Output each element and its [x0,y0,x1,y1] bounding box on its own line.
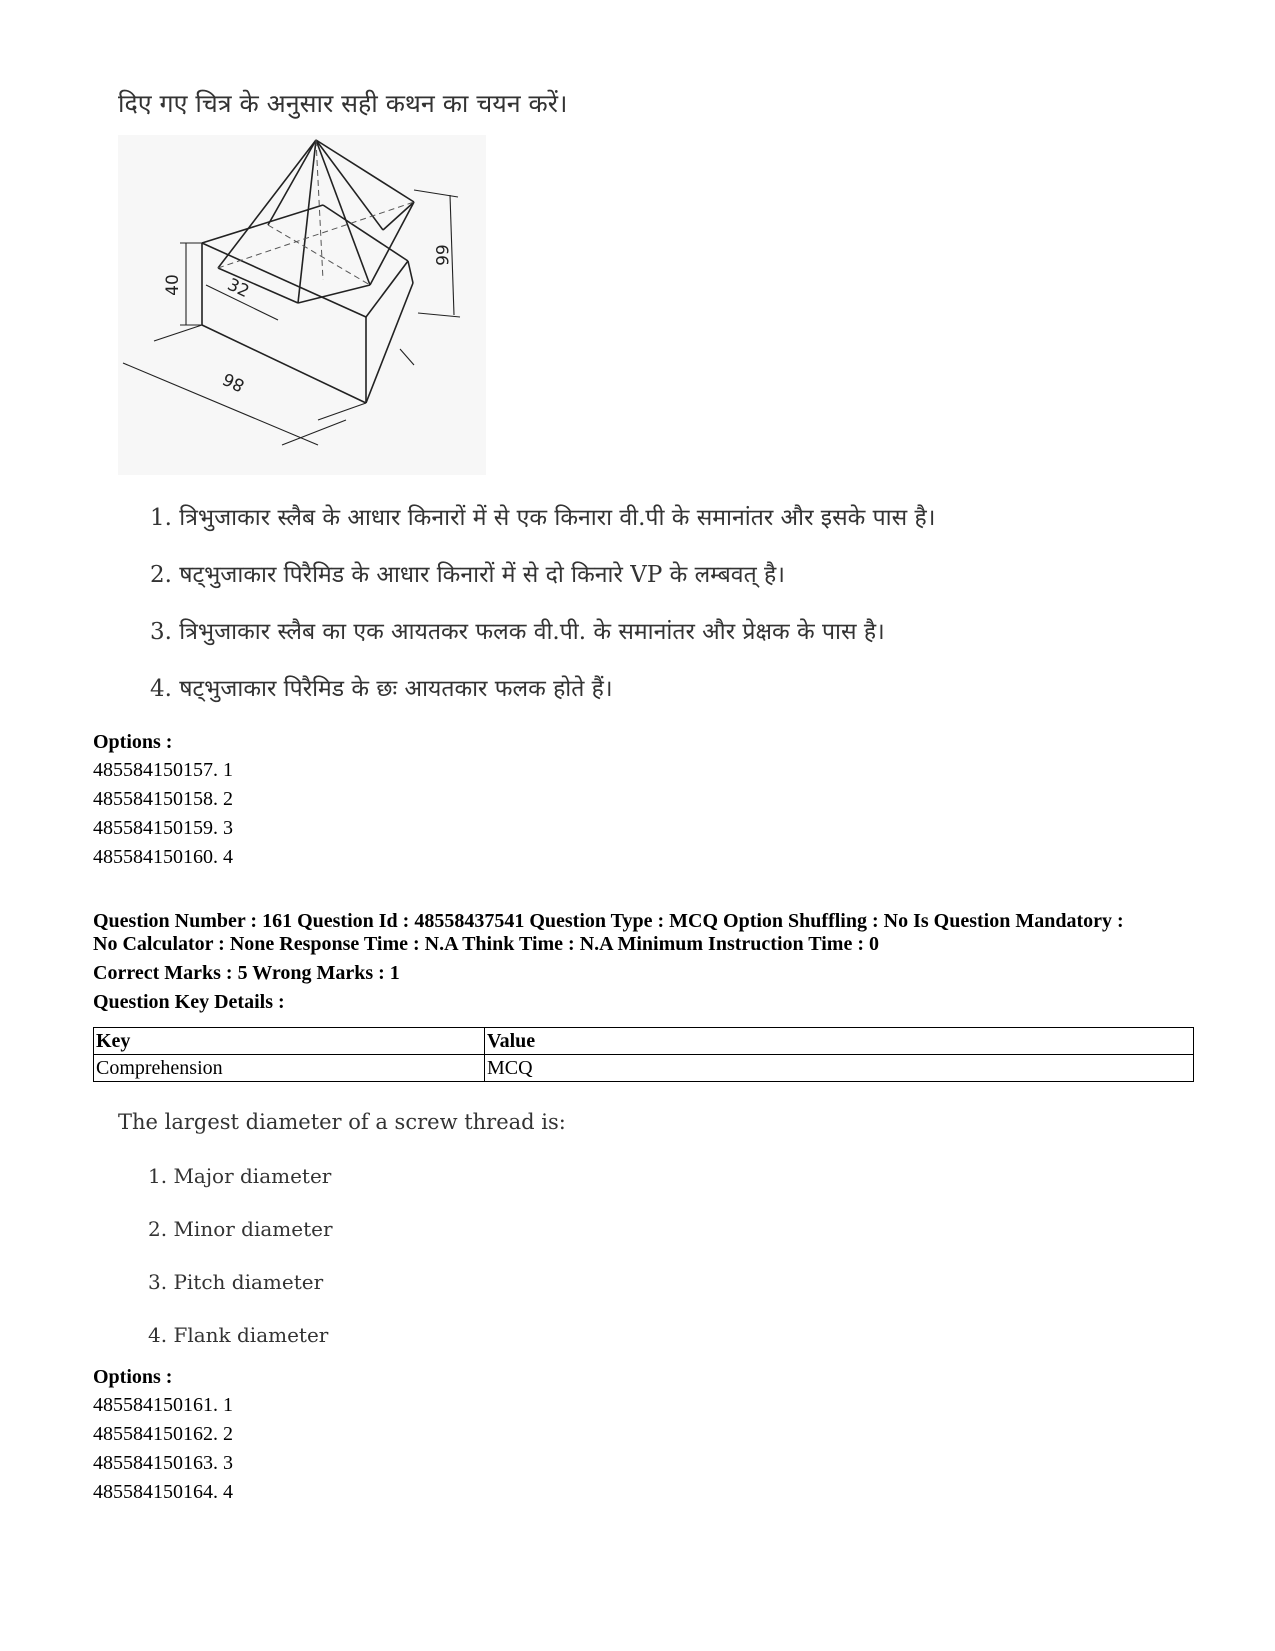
option-item: 485584150161. 1 [93,1394,233,1416]
question-key-table [93,1027,1194,1082]
question-title: The largest diameter of a screw thread is: [118,1110,566,1134]
option-item: 485584150162. 2 [93,1423,233,1445]
option-item: 485584150159. 3 [93,817,233,839]
choice-4: 4. Flank diameter [148,1323,329,1347]
option-item: 485584150160. 4 [93,846,233,868]
statement-1: 1. त्रिभुजाकार स्लैब के आधार किनारों में से एक किनारा वी.पी के समानांतर और इसके पास है। [150,505,936,531]
table-row [94,1055,1194,1082]
statement-4: 4. षट्भुजाकार पिरैमिड के छः आयतकार फलक होते हैं। [150,676,613,702]
statement-3: 3. त्रिभुजाकार स्लैब का एक आयतकर फलक वी.पी. के समानांतर और प्रेक्षक के पास है। [150,619,885,645]
question-meta-line1: Question Number : 161 Question Id : 48558437541 Question Type : MCQ Option Shuffling : No Is Question Mandatory : [93,910,1124,932]
option-item: 485584150158. 2 [93,788,233,810]
dim-label-32: 32 [224,274,253,303]
isometric-figure [118,135,486,475]
table-header-key: Key [94,1028,485,1055]
dim-label-40: 40 [163,274,183,296]
question-meta-line2: No Calculator : None Response Time : N.A Think Time : N.A Minimum Instruction Time : 0 [93,933,879,955]
question-key-details-label: Question Key Details : [93,991,285,1013]
options-label: Options : [93,1366,173,1388]
table-header-row [94,1028,1194,1055]
option-item: 485584150163. 3 [93,1452,233,1474]
option-item: 485584150164. 4 [93,1481,233,1503]
options-label: Options : [93,731,173,753]
dim-label-66: 66 [431,244,451,266]
option-item: 485584150157. 1 [93,759,233,781]
question-title: दिए गए चित्र के अनुसार सही कथन का चयन करें। [118,89,568,118]
choice-1: 1. Major diameter [148,1164,332,1188]
table-cell-value: MCQ [485,1055,1194,1082]
statement-2: 2. षट्भुजाकार पिरैमिड के आधार किनारों में से दो किनारे VP के लम्बवत् है। [150,562,785,588]
table-header-value: Value [485,1028,1194,1055]
dim-label-86: 86 [219,367,248,396]
choice-2: 2. Minor diameter [148,1217,333,1241]
table-cell-key: Comprehension [94,1055,485,1082]
choice-3: 3. Pitch diameter [148,1270,324,1294]
question-marks: Correct Marks : 5 Wrong Marks : 1 [93,962,400,984]
